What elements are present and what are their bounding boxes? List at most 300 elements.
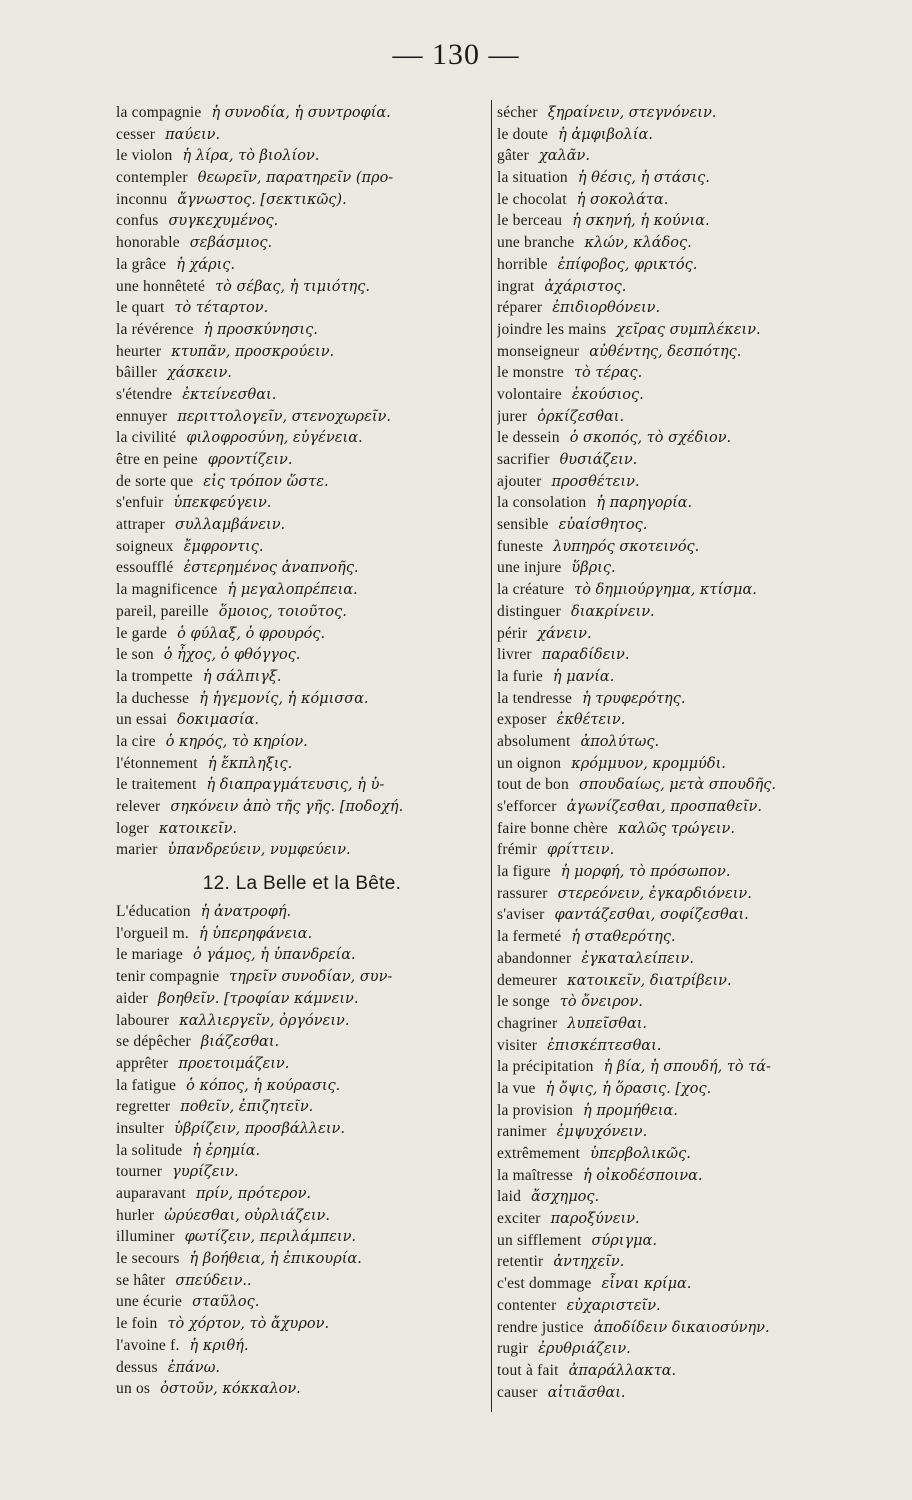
vocabulary-entry [116, 232, 488, 254]
vocabulary-entry [497, 557, 877, 579]
greek-translation: ἐρυθριάζειν. [538, 1341, 631, 1358]
greek-translation: ἡ μανία. [552, 668, 615, 685]
right-column [497, 102, 877, 1403]
greek-translation: ἡ ἡγεμονίς, ἡ κόμισσα. [199, 690, 369, 707]
vocabulary-entry [116, 666, 488, 688]
vocabulary-entry [116, 557, 488, 579]
french-term: tout à fait [497, 1361, 559, 1379]
greek-translation: παύειν. [165, 126, 221, 143]
vocabulary-entry [116, 579, 488, 601]
french-term: exposer [497, 711, 547, 729]
greek-translation: ἀποδίδειν δικαιοσύνην. [593, 1319, 770, 1336]
french-term: une écurie [116, 1293, 183, 1311]
greek-translation: ἐπιδιορθόνειν. [552, 300, 661, 317]
greek-translation: ἡ διαπραγμάτευσις, ἡ ὑ- [206, 777, 385, 794]
french-term: le songe [497, 993, 550, 1011]
greek-translation: κρόμμυον, κρομμύδι. [571, 755, 726, 772]
greek-translation: ξηραίνειν, στεγνόνειν. [547, 105, 717, 121]
french-term: l'orgueil m. [116, 924, 189, 942]
french-term: le traitement [116, 776, 197, 794]
french-term: distinguer [497, 602, 561, 620]
french-term: la maîtresse [497, 1166, 573, 1184]
greek-translation: σπεύδειν.. [175, 1272, 252, 1289]
vocabulary-entry [497, 774, 877, 796]
greek-translation: ἡ σταθερότης. [571, 929, 676, 946]
greek-translation: ἡ παρηγορία. [596, 495, 693, 512]
vocabulary-entry [116, 471, 488, 493]
greek-translation: ἀπαράλλακτα. [568, 1362, 677, 1379]
french-term: le berceau [497, 212, 563, 230]
vocabulary-entry [116, 341, 488, 363]
greek-translation: ἐστερημένος ἀναπνοῆς. [183, 560, 359, 577]
greek-translation: τὸ τέταρτον. [174, 300, 269, 317]
vocabulary-entry [116, 210, 488, 232]
vocabulary-entry [497, 688, 877, 710]
greek-translation: τὸ δημιούργημα, κτίσμα. [574, 582, 757, 599]
vocabulary-entry [116, 492, 488, 514]
greek-translation: ὁ ἦχος, ὁ φθόγγος. [163, 647, 301, 664]
vocabulary-entry [116, 189, 488, 211]
greek-translation: ὅμοιος, τοιοῦτος. [218, 603, 347, 620]
vocabulary-entry [497, 189, 877, 211]
greek-translation: ἡ σκηνή, ἡ κούνια. [572, 213, 710, 230]
vocabulary-entry [497, 601, 877, 623]
french-term: s'aviser [497, 906, 545, 924]
greek-translation: ὁρκίζεσθαι. [537, 408, 625, 425]
vocabulary-entry [116, 944, 488, 966]
vocabulary-entry [116, 839, 488, 861]
french-term: loger [116, 819, 149, 837]
greek-translation: ἡ μορφή, τὸ πρόσωπον. [560, 864, 731, 881]
french-term: la compagnie [116, 104, 202, 121]
greek-translation: λυπεῖσθαι. [567, 1015, 648, 1032]
french-term: s'efforcer [497, 798, 557, 815]
greek-translation: ἡ θέσις, ἡ στάσις. [577, 170, 710, 187]
french-term: abandonner [497, 949, 572, 967]
greek-translation: ἡ σάλπιγξ. [202, 668, 282, 685]
vocabulary-entry [116, 901, 488, 923]
vocabulary-entry [116, 1183, 488, 1205]
vocabulary-entry [116, 1248, 488, 1270]
french-term: heurter [116, 342, 162, 360]
french-term: causer [497, 1383, 538, 1401]
french-term: la vue [497, 1079, 536, 1097]
greek-translation: εὐαίσθητος. [558, 517, 648, 534]
greek-translation: στερεόνειν, ἐγκαρδιόνειν. [557, 885, 752, 902]
vocabulary-entry [116, 774, 488, 796]
greek-translation: τὸ ὄνειρον. [559, 994, 643, 1011]
vocabulary-entry [116, 167, 488, 189]
vocabulary-entry [497, 1360, 877, 1382]
french-term: le foin [116, 1315, 158, 1333]
french-term: s'enfuir [116, 494, 164, 512]
greek-translation: φωτίζειν, περιλάμπειν. [184, 1229, 357, 1246]
french-term: L'éducation [116, 903, 191, 921]
french-term: tourner [116, 1163, 163, 1181]
french-term: s'étendre [116, 385, 173, 403]
greek-translation: ὑπανδρεύειν, νυμφεύειν. [167, 842, 351, 859]
greek-translation: χεῖρας συμπλέκειν. [616, 321, 761, 338]
french-term: rassurer [497, 884, 548, 902]
vocabulary-entry [497, 861, 877, 883]
greek-translation: ὠρύεσθαι, οὐρλιάζειν. [164, 1207, 330, 1224]
french-term: retentir [497, 1253, 544, 1271]
vocabulary-entry [497, 731, 877, 753]
vocabulary-entry [116, 319, 488, 341]
vocabulary-entry [116, 1075, 488, 1097]
greek-translation: ὑπερβολικῶς. [590, 1146, 691, 1162]
greek-translation: διακρίνειν. [571, 603, 655, 620]
vocabulary-entry [497, 427, 877, 449]
vocabulary-entry [497, 1056, 877, 1078]
greek-translation: ἄσχημος. [531, 1189, 600, 1206]
vocabulary-entry [116, 753, 488, 775]
greek-translation: εἶναι κρίμα. [601, 1276, 692, 1293]
vocabulary-entry [116, 384, 488, 406]
greek-translation: χαλᾶν. [538, 148, 590, 165]
french-term: c'est dommage [497, 1275, 592, 1293]
vocabulary-entry [116, 1053, 488, 1075]
greek-translation: κλών, κλάδος. [584, 235, 692, 252]
vocabulary-entry [497, 232, 877, 254]
greek-translation: ἡ βοήθεια, ἡ ἐπικουρία. [189, 1251, 362, 1268]
vocabulary-entry [116, 1357, 488, 1379]
greek-translation: ἑκούσιος. [571, 386, 644, 403]
vocabulary-entry [116, 1010, 488, 1032]
vocabulary-entry [116, 297, 488, 319]
vocabulary-entry [116, 623, 488, 645]
greek-translation: ἄγνωστος. [σεκτικῶς). [177, 191, 347, 208]
greek-translation: ἀγωνίζεσθαι, προσπαθεῖν. [566, 799, 762, 815]
vocabulary-entry [497, 1143, 877, 1165]
greek-translation: τὸ χόρτον, τὸ ἄχυρον. [167, 1316, 330, 1333]
vocabulary-entry [116, 644, 488, 666]
french-term: de sorte que [116, 472, 194, 490]
vocabulary-entry [497, 514, 877, 536]
vocabulary-entry [116, 1161, 488, 1183]
greek-translation: κατοικεῖν, διατρίβειν. [567, 972, 732, 989]
vocabulary-entry [497, 406, 877, 428]
french-term: un os [116, 1380, 151, 1398]
vocabulary-list-after-heading [116, 901, 488, 1400]
vocabulary-entry [116, 1270, 488, 1292]
vocabulary-entry [497, 818, 877, 840]
vocabulary-entry [497, 167, 877, 189]
french-term: le monstre [497, 364, 564, 382]
vocabulary-entry [497, 948, 877, 970]
vocabulary-entry [116, 449, 488, 471]
french-term: la grâce [116, 255, 167, 273]
greek-translation: προετοιμάζειν. [178, 1055, 290, 1072]
french-term: le dessein [497, 429, 560, 447]
vocabulary-entry [497, 145, 877, 167]
greek-translation: χάνειν. [537, 625, 592, 642]
french-term: confus [116, 212, 159, 230]
vocabulary-entry [497, 297, 877, 319]
greek-translation: προσθέτειν. [551, 473, 640, 490]
french-term: rugir [497, 1340, 529, 1358]
greek-translation: ἀντηχεῖν. [553, 1254, 625, 1271]
greek-translation: θυσιάζειν. [559, 452, 638, 468]
greek-translation: ἡ ἐρημία. [192, 1142, 261, 1159]
french-term: regretter [116, 1098, 171, 1116]
french-term: se hâter [116, 1271, 166, 1289]
french-term: demeurer [497, 971, 558, 989]
vocabulary-list-right [497, 102, 877, 1403]
french-term: un oignon [497, 754, 562, 772]
greek-translation: ἡ ἔκπληξις. [207, 755, 293, 772]
greek-translation: ἡ βία, ἡ σπουδή, τὸ τά- [603, 1059, 771, 1076]
french-term: un essai [116, 711, 168, 729]
french-term: tout de bon [497, 776, 569, 794]
greek-translation: ὁ σκοπός, τὸ σχέδιον. [569, 430, 732, 447]
french-term: absolument [497, 732, 571, 750]
french-term: pareil, pareille [116, 602, 209, 620]
vocabulary-entry [497, 124, 877, 146]
greek-translation: ἡ μεγαλοπρέπεια. [227, 582, 358, 599]
greek-translation: καλῶς τρώγειν. [617, 820, 735, 837]
vocabulary-entry [116, 688, 488, 710]
vocabulary-entry [116, 1378, 488, 1400]
vocabulary-entry [497, 796, 877, 818]
french-term: la civilité [116, 429, 177, 447]
vocabulary-entry [116, 1118, 488, 1140]
french-term: contenter [497, 1296, 557, 1314]
french-term: auparavant [116, 1185, 186, 1202]
vocabulary-entry [116, 1226, 488, 1248]
french-term: bâiller [116, 364, 157, 382]
vocabulary-entry [497, 210, 877, 232]
french-term: le garde [116, 624, 168, 642]
vocabulary-entry [497, 926, 877, 948]
french-term: volontaire [497, 385, 562, 403]
french-term: la duchesse [116, 689, 190, 707]
greek-translation: ἡ ὑπερηφάνεια. [198, 925, 313, 942]
vocabulary-entry [116, 1031, 488, 1053]
vocabulary-entry [497, 1382, 877, 1404]
french-term: attraper [116, 516, 165, 534]
vocabulary-entry [116, 923, 488, 945]
greek-translation: βοηθεῖν. [τροφίαν κάμνειν. [157, 990, 359, 1007]
greek-translation: ἐγκαταλείπειν. [581, 950, 694, 967]
vocabulary-entry [497, 1273, 877, 1295]
greek-translation: τηρεῖν συνοδίαν, συν- [229, 969, 393, 986]
vocabulary-entry [497, 883, 877, 905]
vocabulary-entry [497, 666, 877, 688]
vocabulary-entry [116, 427, 488, 449]
french-term: le chocolat [497, 190, 567, 208]
greek-translation: αὐθέντης, δεσπότης. [589, 343, 742, 360]
vocabulary-entry [116, 254, 488, 276]
french-term: labourer [116, 1011, 170, 1029]
french-term: le violon [116, 147, 173, 165]
french-term: la figure [497, 863, 551, 881]
vocabulary-entry [116, 536, 488, 558]
french-term: une honnêteté [116, 277, 206, 295]
greek-translation: ὑβρίζειν, προσβάλλειν. [174, 1120, 345, 1137]
vocabulary-entry [116, 124, 488, 146]
french-term: horrible [497, 255, 548, 273]
french-term: se dépêcher [116, 1033, 191, 1051]
french-term: contempler [116, 169, 188, 187]
french-term: la situation [497, 169, 568, 187]
french-term: honorable [116, 234, 180, 252]
french-term: la magnificence [116, 581, 218, 599]
greek-translation: δοκιμασία. [177, 712, 259, 729]
french-term: funeste [497, 537, 544, 555]
vocabulary-entry [497, 254, 877, 276]
french-term: la révérence [116, 320, 194, 338]
french-term: gâter [497, 147, 529, 165]
greek-translation: συλλαμβάνειν. [174, 517, 286, 534]
french-term: relever [116, 798, 161, 815]
french-term: essoufflé [116, 559, 174, 577]
vocabulary-entry [497, 1013, 877, 1035]
vocabulary-entry [116, 601, 488, 623]
french-term: l'avoine f. [116, 1336, 180, 1354]
french-term: jurer [497, 407, 528, 425]
vocabulary-entry [116, 966, 488, 988]
french-term: la tendresse [497, 689, 573, 707]
vocabulary-entry [497, 1165, 877, 1187]
french-term: ajouter [497, 472, 542, 490]
french-term: le mariage [116, 946, 183, 964]
greek-translation: σύριγμα. [591, 1232, 657, 1249]
greek-translation: ὑπεκφεύγειν. [173, 495, 272, 512]
french-term: visiter [497, 1036, 538, 1054]
french-term: insulter [116, 1119, 165, 1137]
column-divider [491, 100, 492, 1412]
french-term: aider [116, 989, 148, 1007]
vocabulary-entry [497, 1208, 877, 1230]
vocabulary-entry [497, 1100, 877, 1122]
greek-translation: ἡ προσκύνησις. [203, 321, 318, 338]
vocabulary-entry [116, 1291, 488, 1313]
greek-translation: ἀπολύτως. [580, 733, 660, 750]
french-term: inconnu [116, 190, 168, 208]
vocabulary-entry [497, 1295, 877, 1317]
french-term: ennuyer [116, 407, 168, 425]
french-term: marier [116, 841, 158, 859]
greek-translation: ἡ ἀνατροφή. [200, 904, 292, 921]
greek-translation: περιττολογεῖν, στενοχωρεῖν. [177, 408, 391, 425]
greek-translation: ἀχάριστος. [544, 278, 627, 295]
french-term: sacrifier [497, 451, 550, 468]
vocabulary-entry [116, 145, 488, 167]
french-term: sensible [497, 516, 549, 534]
greek-translation: αἰτιᾶσθαι. [547, 1384, 626, 1401]
greek-translation: ἡ χάρις. [176, 256, 236, 273]
greek-translation: ὁ γάμος, ἡ ὑπανδρεία. [192, 947, 356, 964]
vocabulary-entry [497, 1035, 877, 1057]
vocabulary-entry [116, 709, 488, 731]
greek-translation: ἐπάνω. [167, 1359, 221, 1376]
greek-translation: ἐπισκέπτεσθαι. [547, 1037, 662, 1054]
french-term: la précipitation [497, 1058, 594, 1076]
greek-translation: τὸ τέρας. [574, 365, 643, 382]
greek-translation: εὐχαριστεῖν. [566, 1297, 661, 1314]
vocabulary-entry [116, 362, 488, 384]
greek-translation: ἡ λίρα, τὸ βιολίον. [182, 148, 320, 165]
greek-translation: φιλοφροσύνη, εὐγένεια. [186, 430, 363, 447]
french-term: dessus [116, 1358, 158, 1376]
french-term: monseigneur [497, 342, 580, 360]
french-term: périr [497, 624, 528, 642]
french-term: un sifflement [497, 1231, 582, 1249]
vocabulary-entry [497, 579, 877, 601]
vocabulary-entry [116, 731, 488, 753]
french-term: chagriner [497, 1014, 558, 1032]
vocabulary-entry [497, 839, 877, 861]
french-term: la furie [497, 667, 543, 685]
greek-translation: συγκεχυμένος. [168, 213, 279, 230]
greek-translation: ὁ φύλαξ, ὁ φρουρός. [177, 625, 326, 642]
greek-translation: ἐκτείνεσθαι. [182, 386, 277, 403]
greek-translation: εἰς τρόπον ὥστε. [203, 473, 329, 490]
vocabulary-entry [497, 991, 877, 1013]
french-term: ranimer [497, 1123, 547, 1141]
french-term: une branche [497, 234, 575, 252]
vocabulary-entry [497, 1251, 877, 1273]
vocabulary-entry [116, 796, 488, 818]
greek-translation: ὕβρις. [571, 560, 616, 577]
vocabulary-entry [497, 362, 877, 384]
section-heading: 12. La Belle et la Bête. [202, 873, 402, 895]
greek-translation: χάσκειν. [167, 365, 232, 382]
vocabulary-entry [497, 1317, 877, 1339]
greek-translation: τὸ σέβας, ἡ τιμιότης. [215, 278, 370, 295]
french-term: apprêter [116, 1054, 169, 1072]
greek-translation: παραδίδειν. [541, 647, 630, 664]
french-term: ingrat [497, 277, 535, 295]
vocabulary-entry [116, 102, 488, 124]
french-term: la créature [497, 581, 565, 599]
greek-translation: ἡ κριθή. [189, 1337, 249, 1354]
greek-translation: κατοικεῖν. [158, 820, 237, 837]
french-term: extrêmement [497, 1145, 581, 1162]
french-term: sécher [497, 104, 538, 121]
french-term: illuminer [116, 1228, 175, 1246]
vocabulary-entry [497, 644, 877, 666]
french-term: être en peine [116, 451, 198, 468]
french-term: exciter [497, 1210, 541, 1228]
french-term: le son [116, 646, 154, 664]
french-term: le secours [116, 1250, 180, 1268]
vocabulary-entry [116, 1140, 488, 1162]
greek-translation: φρίττειν. [546, 842, 615, 859]
french-term: l'étonnement [116, 754, 198, 772]
page-number: — 130 — [392, 38, 520, 71]
vocabulary-entry [116, 406, 488, 428]
vocabulary-entry [497, 449, 877, 471]
french-term: tenir compagnie [116, 968, 220, 986]
greek-translation: σταῦλος. [192, 1294, 260, 1311]
french-term: hurler [116, 1206, 155, 1224]
greek-translation: σπουδαίως, μετὰ σπουδῆς. [578, 777, 777, 794]
vocabulary-entry [497, 102, 877, 124]
vocabulary-entry [497, 341, 877, 363]
french-term: la fatigue [116, 1076, 177, 1094]
greek-translation: παροξύνειν. [550, 1211, 640, 1228]
greek-translation: πρίν, πρότερον. [196, 1186, 312, 1202]
vocabulary-entry [497, 904, 877, 926]
vocabulary-entry [497, 623, 877, 645]
greek-translation: καλλιεργεῖν, ὀργόνειν. [179, 1012, 350, 1029]
greek-translation: σεβάσμιος. [189, 235, 273, 252]
french-term: faire bonne chère [497, 819, 608, 837]
vocabulary-entry [497, 1338, 877, 1360]
french-term: rendre justice [497, 1318, 584, 1336]
